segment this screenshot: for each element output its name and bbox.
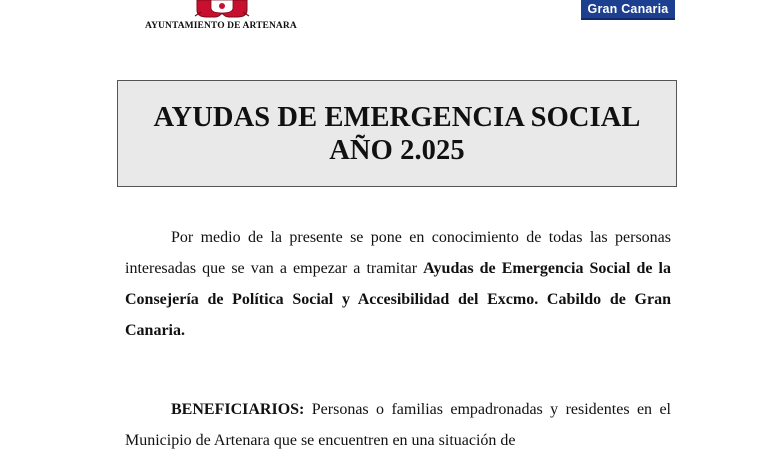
- paragraph-intro-bold: Ayudas de Emergencia Social de la Consejería de Política Social y Accesibilidad del Excmo. Cabildo de Gran Canaria.: [125, 260, 671, 339]
- paragraph-intro-text: Por medio de la presente se pone en conocimiento de todas las personas interesadas que se van a empezar a tramitar: [125, 229, 671, 277]
- title-box: [117, 80, 677, 187]
- paragraph-intro: [125, 222, 671, 346]
- beneficiaries-label: BENEFICIARIOS:: [171, 401, 305, 418]
- title-line-2: AÑO 2.025: [329, 134, 465, 166]
- logo-text: Gran Canaria: [587, 2, 669, 16]
- paragraph-beneficiaries: [125, 394, 671, 456]
- crest-icon: [193, 0, 251, 18]
- beneficiaries-text: Personas o familias empadronadas y residentes en el Municipio de Artenara que se encuentren en una situación de: [125, 401, 671, 449]
- org-name: AYUNTAMIENTO DE ARTENARA: [145, 21, 297, 31]
- gran-canaria-logo: [581, 0, 675, 20]
- title-line-1: AYUDAS DE EMERGENCIA SOCIAL: [153, 101, 641, 133]
